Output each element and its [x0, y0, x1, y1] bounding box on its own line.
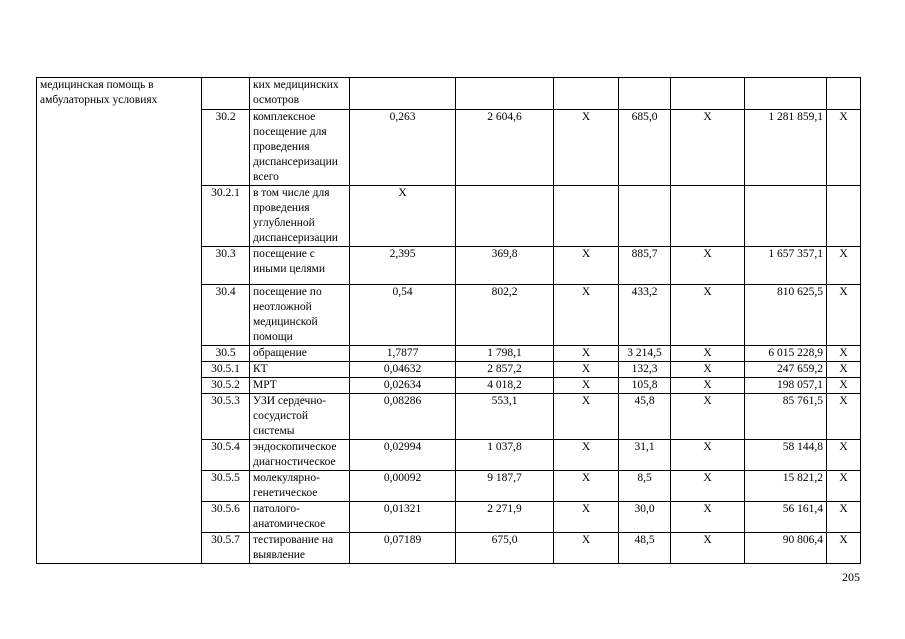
per-capita-value: 105,8 — [619, 378, 671, 394]
x-mark-3: Х — [827, 346, 861, 362]
per-capita-value — [619, 78, 671, 110]
x-mark-1: Х — [554, 362, 619, 378]
x-mark-2: Х — [671, 346, 745, 362]
row-number: 30.2.1 — [202, 186, 250, 247]
tariff-table — [36, 77, 861, 564]
x-mark-2: Х — [671, 440, 745, 471]
per-capita-value: 30,0 — [619, 502, 671, 533]
norm-value: 0,01321 — [350, 502, 456, 533]
norm-value: 0,04632 — [350, 362, 456, 378]
x-mark-1: Х — [554, 440, 619, 471]
x-mark-1: Х — [554, 378, 619, 394]
x-mark-3: Х — [827, 285, 861, 346]
row-number: 30.5.4 — [202, 440, 250, 471]
row-number: 30.4 — [202, 285, 250, 346]
x-mark-1: Х — [554, 247, 619, 285]
total-value — [745, 186, 827, 247]
per-capita-value — [619, 186, 671, 247]
x-mark-3 — [827, 78, 861, 110]
norm-value: 1,7877 — [350, 346, 456, 362]
table-row — [37, 78, 861, 110]
per-capita-value: 685,0 — [619, 110, 671, 186]
x-mark-1: Х — [554, 394, 619, 440]
per-capita-value: 8,5 — [619, 471, 671, 502]
per-capita-value: 3 214,5 — [619, 346, 671, 362]
unit-cost-value: 553,1 — [456, 394, 554, 440]
unit-cost-value: 9 187,7 — [456, 471, 554, 502]
row-number: 30.5.3 — [202, 394, 250, 440]
x-mark-1: Х — [554, 285, 619, 346]
x-mark-3: Х — [827, 247, 861, 285]
row-number: 30.2 — [202, 110, 250, 186]
row-number — [202, 78, 250, 110]
service-name: в том числе для проведения углубленной диспансеризации — [250, 186, 350, 247]
per-capita-value: 48,5 — [619, 533, 671, 564]
table-body — [37, 78, 861, 564]
x-mark-1: Х — [554, 110, 619, 186]
service-name: тестирование на выявление — [250, 533, 350, 564]
x-mark-1: Х — [554, 502, 619, 533]
x-mark-3: Х — [827, 378, 861, 394]
unit-cost-value — [456, 186, 554, 247]
x-mark-2: Х — [671, 247, 745, 285]
service-name: комплексное посещение для проведения диспансеризации всего — [250, 110, 350, 186]
total-value: 198 057,1 — [745, 378, 827, 394]
x-mark-3: Х — [827, 394, 861, 440]
per-capita-value: 433,2 — [619, 285, 671, 346]
per-capita-value: 132,3 — [619, 362, 671, 378]
unit-cost-value: 1 037,8 — [456, 440, 554, 471]
norm-value: 0,54 — [350, 285, 456, 346]
total-value — [745, 78, 827, 110]
norm-value: 0,263 — [350, 110, 456, 186]
row-number: 30.3 — [202, 247, 250, 285]
x-mark-2: Х — [671, 502, 745, 533]
x-mark-3: Х — [827, 440, 861, 471]
service-name: ких медицинских осмотров — [250, 78, 350, 110]
per-capita-value: 45,8 — [619, 394, 671, 440]
x-mark-3: Х — [827, 362, 861, 378]
norm-value: Х — [350, 186, 456, 247]
norm-value: 0,02994 — [350, 440, 456, 471]
service-name: посещение по неотложной медицинской помощи — [250, 285, 350, 346]
norm-value: 2,395 — [350, 247, 456, 285]
total-value: 6 015 228,9 — [745, 346, 827, 362]
x-mark-3 — [827, 186, 861, 247]
unit-cost-value: 675,0 — [456, 533, 554, 564]
x-mark-3: Х — [827, 533, 861, 564]
service-name: УЗИ сердечно-сосудистой системы — [250, 394, 350, 440]
norm-value: 0,02634 — [350, 378, 456, 394]
row-number: 30.5 — [202, 346, 250, 362]
total-value: 247 659,2 — [745, 362, 827, 378]
x-mark-1: Х — [554, 471, 619, 502]
norm-value — [350, 78, 456, 110]
x-mark-2: Х — [671, 394, 745, 440]
total-value: 810 625,5 — [745, 285, 827, 346]
x-mark-2 — [671, 186, 745, 247]
norm-value: 0,00092 — [350, 471, 456, 502]
x-mark-2: Х — [671, 362, 745, 378]
unit-cost-value: 369,8 — [456, 247, 554, 285]
row-number: 30.5.1 — [202, 362, 250, 378]
unit-cost-value: 2 604,6 — [456, 110, 554, 186]
per-capita-value: 31,1 — [619, 440, 671, 471]
service-name: патолого-анатомическое — [250, 502, 350, 533]
x-mark-2: Х — [671, 285, 745, 346]
total-value: 58 144,8 — [745, 440, 827, 471]
x-mark-1 — [554, 78, 619, 110]
unit-cost-value — [456, 78, 554, 110]
x-mark-1: Х — [554, 533, 619, 564]
x-mark-2 — [671, 78, 745, 110]
row-number: 30.5.5 — [202, 471, 250, 502]
total-value: 1 657 357,1 — [745, 247, 827, 285]
x-mark-3: Х — [827, 502, 861, 533]
x-mark-2: Х — [671, 471, 745, 502]
service-name: эндоскопическое диагностическое — [250, 440, 350, 471]
x-mark-2: Х — [671, 378, 745, 394]
service-name: КТ — [250, 362, 350, 378]
service-name: молекулярно-генетическое — [250, 471, 350, 502]
total-value: 15 821,2 — [745, 471, 827, 502]
unit-cost-value: 1 798,1 — [456, 346, 554, 362]
total-value: 85 761,5 — [745, 394, 827, 440]
norm-value: 0,08286 — [350, 394, 456, 440]
unit-cost-value: 2 857,2 — [456, 362, 554, 378]
service-name: МРТ — [250, 378, 350, 394]
service-name: обращение — [250, 346, 350, 362]
x-mark-3: Х — [827, 471, 861, 502]
per-capita-value: 885,7 — [619, 247, 671, 285]
x-mark-2: Х — [671, 110, 745, 186]
unit-cost-value: 4 018,2 — [456, 378, 554, 394]
x-mark-1: Х — [554, 346, 619, 362]
unit-cost-value: 2 271,9 — [456, 502, 554, 533]
service-name: посещение с иными целями — [250, 247, 350, 285]
page-number: 205 — [842, 570, 860, 584]
norm-value: 0,07189 — [350, 533, 456, 564]
total-value: 56 161,4 — [745, 502, 827, 533]
total-value: 90 806,4 — [745, 533, 827, 564]
unit-cost-value: 802,2 — [456, 285, 554, 346]
row-number: 30.5.2 — [202, 378, 250, 394]
section-label: медицинская помощь в амбулаторных условиях — [37, 78, 202, 564]
x-mark-2: Х — [671, 533, 745, 564]
row-number: 30.5.6 — [202, 502, 250, 533]
x-mark-1 — [554, 186, 619, 247]
x-mark-3: Х — [827, 110, 861, 186]
total-value: 1 281 859,1 — [745, 110, 827, 186]
row-number: 30.5.7 — [202, 533, 250, 564]
